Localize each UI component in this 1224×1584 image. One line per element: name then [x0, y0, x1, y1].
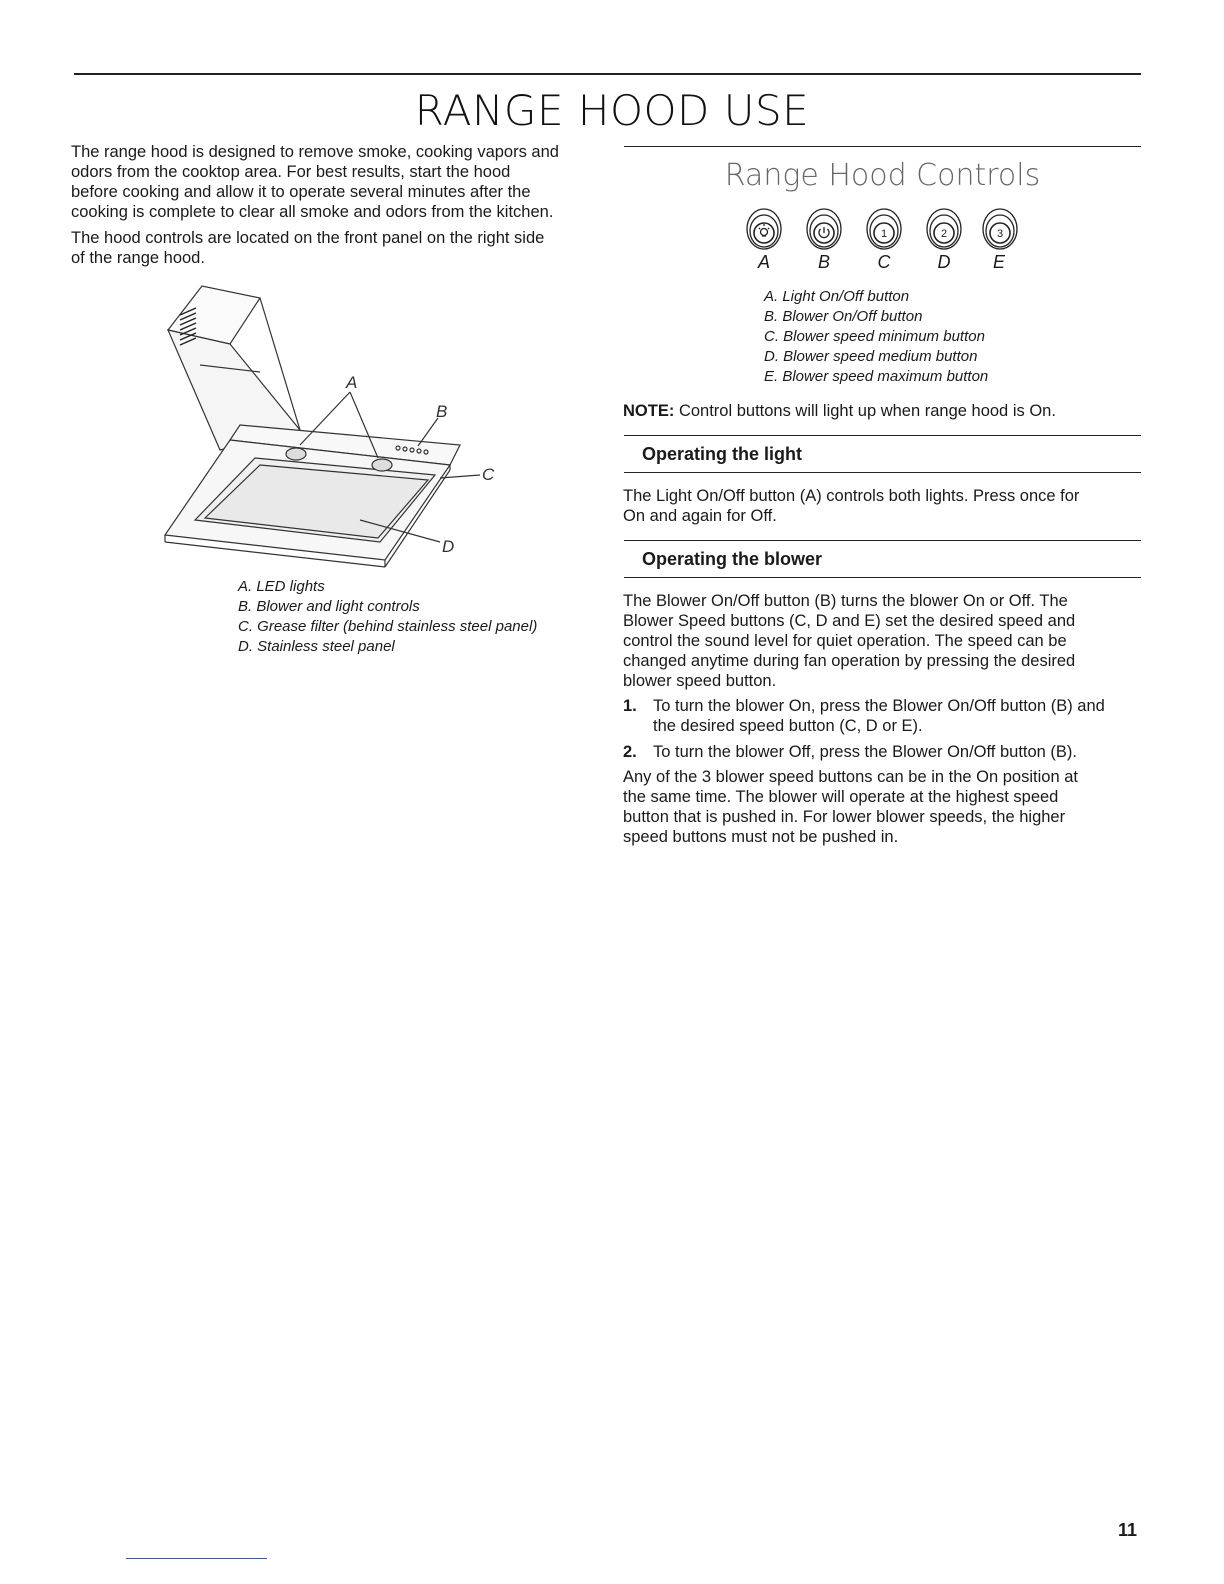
- blower-section-bottom-rule: [624, 577, 1141, 578]
- intro-paragraph-1: [71, 142, 591, 222]
- caption-item: A. Light On/Off button: [764, 288, 910, 305]
- caption-item: B. Blower On/Off button: [764, 308, 923, 325]
- button-letter-b: B: [817, 252, 830, 272]
- light-section-title: Operating the light: [642, 444, 802, 464]
- light-section-body: [623, 486, 1143, 526]
- body-line: Any of the 3 blower speed buttons can be in the On position at: [623, 768, 1078, 786]
- speed-3-glyph: 3: [996, 228, 1004, 240]
- step-line: To turn the blower On, press the Blower On/Off button (B) and: [653, 697, 1105, 715]
- body-line: Blower Speed buttons (C, D and E) set the desired speed and: [623, 612, 1076, 630]
- intro-line: The hood controls are located on the front panel on the right side: [71, 229, 545, 247]
- body-line: The Blower On/Off button (B) turns the blower On or Off. The: [623, 592, 1068, 610]
- step-number: 1.: [623, 697, 637, 715]
- led-light-left: [286, 448, 306, 460]
- controls-captions: [764, 287, 1064, 387]
- label-c: C: [482, 465, 495, 484]
- footer-link-underline: [126, 1558, 267, 1559]
- body-line: changed anytime during fan operation by pressing the desired: [623, 652, 1076, 670]
- controls-heading: Range Hood Controls: [724, 158, 1041, 193]
- step-line: To turn the blower Off, press the Blower On/Off button (B).: [653, 743, 1078, 761]
- controls-top-rule: [624, 146, 1141, 147]
- intro-line: of the range hood.: [71, 249, 205, 267]
- light-bulb-icon: [747, 209, 781, 249]
- body-line: The Light On/Off button (A) controls both lights. Press once for: [623, 487, 1080, 505]
- button-letter-c: C: [877, 252, 891, 272]
- speed-1-glyph: 1: [880, 228, 888, 240]
- range-hood-illustration: [160, 280, 520, 570]
- caption-item: E. Blower speed maximum button: [764, 368, 989, 385]
- body-line: blower speed button.: [623, 672, 777, 690]
- caption-item: A. LED lights: [238, 578, 325, 595]
- body-line: the same time. The blower will operate at the highest speed: [623, 788, 1059, 806]
- control-buttons-row: [744, 205, 1034, 255]
- caption-item: B. Blower and light controls: [238, 598, 420, 615]
- intro-line: The range hood is designed to remove smoke, cooking vapors and: [71, 143, 559, 161]
- body-line: On and again for Off.: [623, 507, 777, 525]
- caption-item: D. Stainless steel panel: [238, 638, 395, 655]
- label-d: D: [442, 537, 455, 556]
- light-section-bottom-rule: [624, 472, 1141, 473]
- power-icon: [807, 209, 841, 249]
- caption-item: C. Grease filter (behind stainless steel panel): [238, 618, 538, 635]
- step-number: 2.: [623, 743, 637, 761]
- note-label: NOTE:: [623, 402, 675, 420]
- button-letter-d: D: [937, 252, 951, 272]
- intro-paragraph-2: [71, 228, 591, 268]
- label-a: A: [346, 373, 358, 392]
- button-letter-e: E: [992, 252, 1005, 272]
- button-letter-a: A: [757, 252, 770, 272]
- label-b: B: [436, 402, 448, 421]
- controls-note: [623, 401, 1143, 421]
- caption-item: D. Blower speed medium button: [764, 348, 978, 365]
- top-rule: [74, 73, 1141, 75]
- intro-line: before cooking and allow it to operate several minutes after the: [71, 183, 531, 201]
- body-line: control the sound level for quiet operation. The speed can be: [623, 632, 1067, 650]
- hood-figure-captions: [238, 577, 598, 657]
- led-light-right: [372, 459, 392, 471]
- speed-2-glyph: 2: [940, 228, 948, 240]
- note-text: Control buttons will light up when range hood is On.: [678, 402, 1056, 420]
- intro-line: cooking is complete to clear all smoke and odors from the kitchen.: [71, 203, 554, 221]
- body-line: button that is pushed in. For lower blower speeds, the higher: [623, 808, 1066, 826]
- blower-section-top-rule: [624, 540, 1141, 541]
- body-line: speed buttons must not be pushed in.: [623, 828, 899, 846]
- caption-item: C. Blower speed minimum button: [764, 328, 985, 345]
- blower-section-title: Operating the blower: [642, 549, 823, 569]
- page-number: 11: [1118, 1520, 1138, 1540]
- step-line: the desired speed button (C, D or E).: [653, 717, 923, 735]
- blower-section-intro: [623, 591, 1143, 691]
- blower-section-closing: [623, 767, 1143, 847]
- light-section-top-rule: [624, 435, 1141, 436]
- page-title: RANGE HOOD USE: [414, 86, 810, 135]
- intro-line: odors from the cooktop area. For best results, start the hood: [71, 163, 511, 181]
